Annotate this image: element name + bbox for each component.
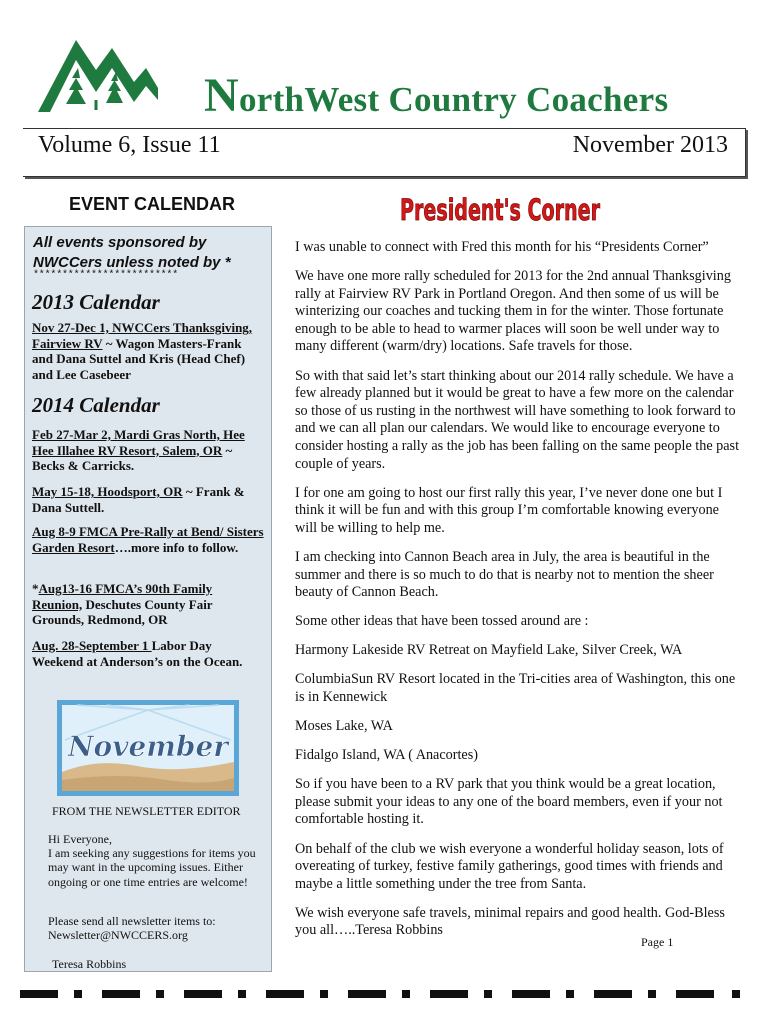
newsletter-brand xyxy=(204,68,668,123)
editor-greeting: Hi Everyone, xyxy=(48,832,112,846)
calendar-2013-title: 2013 Calendar xyxy=(32,290,160,314)
presidents-corner-title-text: President's Corner xyxy=(400,193,601,227)
article-paragraph: So if you have been to a RV park that you think would be a great location, please submit your ideas to any one of the board members, even if your not comfortable hosting it. xyxy=(295,776,723,828)
issue-volume: Volume 6, Issue 11 xyxy=(38,132,221,158)
event-link[interactable]: Feb 27-Mar 2, Mardi Gras North, Hee Hee Illahee RV Resort, Salem, OR xyxy=(32,427,245,458)
event-details: Labor Day Weekend at Anderson’s on the Ocean. xyxy=(32,638,243,669)
brand-initial: N xyxy=(204,69,239,122)
brand-name: orthWest Country Coachers xyxy=(238,80,669,119)
article-paragraph: We have one more rally scheduled for 2013 for the 2nd annual Thanksgiving rally at Fairview RV Park in Portland Oregon. And then some of us will be winterizing our coaches and tucking them in for the winter. Those fortunate enough to be able to head to warmer places will soon be well under way to many different (warm/dry) locations. Safe travels for those. xyxy=(295,268,731,355)
event-link[interactable]: Aug. 28-September 1 xyxy=(32,638,152,653)
event-details: ~ Frank & Dana Suttell. xyxy=(32,484,245,515)
event-details: ~ Becks & Carricks. xyxy=(32,442,233,473)
editor-signature: Teresa Robbins xyxy=(52,957,127,971)
fmca-marker: * xyxy=(32,581,39,596)
calendar-event xyxy=(32,524,264,555)
calendar-event xyxy=(32,581,264,628)
editor-contact: Please send all newsletter items to: Newsletter@NWCCERS.org xyxy=(48,914,216,943)
editor-message: I am seeking any suggestions for items you may want in the upcoming issues. Either ongoing or one time entries are welcome! xyxy=(48,846,256,889)
event-details: ….more info to follow. xyxy=(114,539,239,555)
event-link[interactable]: Aug13-16 FMCA’s 90th Family Reunion, xyxy=(32,581,213,612)
article-paragraph: On behalf of the club we wish everyone a wonderful holiday season, lots of overeating of turkey, festive family gatherings, good times with friends and maybe a little something under the tree from Santa. xyxy=(295,840,724,892)
footer-dash-rule xyxy=(20,990,750,998)
calendar-event xyxy=(32,638,264,669)
article-paragraph: I was unable to connect with Fred this month for his “Presidents Corner” xyxy=(295,239,709,255)
event-link[interactable]: Nov 27-Dec 1, NWCCers Thanksgiving, Fairview RV xyxy=(32,320,253,351)
article-paragraph: I am checking into Cannon Beach area in July, the area is beautiful in the summer and there is so much to do that is nearby not to mention the sheer beauty of Cannon Beach. xyxy=(295,548,714,601)
event-details: Deschutes County Fair Grounds, Redmond, OR xyxy=(32,596,213,627)
event-details: ~ Wagon Masters-Frank and Dana Suttel and Kris (Head Chef) and Lee Casebeer xyxy=(32,335,246,382)
article-paragraph: I for one am going to host our first rally this year, I’ve never done one but I think it will be fun and with this group I’m comfortable knowing everyone will be willing to help me. xyxy=(295,484,723,536)
event-link[interactable]: Aug 8-9 FMCA Pre-Rally at Bend/ Sisters Garden Resort xyxy=(32,524,264,555)
article-paragraph: Fidalgo Island, WA ( Anacortes) xyxy=(295,747,478,764)
banner-word: November xyxy=(67,730,229,763)
editor-note xyxy=(48,832,270,889)
presidents-corner-title xyxy=(400,186,610,230)
article-paragraph: So with that said let’s start thinking about our 2014 rally schedule. We have a few already planned but it would be great to have a few more on the calendar so those of us rusting in the northwest will have something to look forward to and we can all plan our calendars. We would like to encourage everyone to consider hosting a rally as the job has been falling on the same people the past couple of years. xyxy=(295,367,740,472)
calendar-event xyxy=(32,484,264,515)
calendar-2014-title: 2014 Calendar xyxy=(32,393,160,417)
calendar-event xyxy=(32,427,264,474)
page-number: Page 1 xyxy=(641,935,674,949)
issue-date: November 2013 xyxy=(572,132,728,158)
article-paragraph: Some other ideas that have been tossed around are : xyxy=(295,613,589,630)
editor-heading: FROM THE NEWSLETTER EDITOR xyxy=(52,804,241,818)
event-link[interactable]: May 15-18, Hoodsport, OR xyxy=(32,484,183,499)
event-calendar-heading: EVENT CALENDAR xyxy=(69,194,236,214)
presidents-corner-article xyxy=(295,239,740,952)
article-paragraph: ColumbiaSun RV Resort located in the Tri-cities area of Washington, this one is in Kennewick xyxy=(295,671,736,705)
article-paragraph: Moses Lake, WA xyxy=(295,718,393,735)
november-banner xyxy=(57,700,239,796)
calendar-event xyxy=(32,320,264,382)
star-divider: ************************* xyxy=(33,270,179,281)
sponsor-note: All events sponsored by NWCCers unless noted by * xyxy=(33,234,231,271)
article-paragraph: Harmony Lakeside RV Retreat on Mayfield Lake, Silver Creek, WA xyxy=(295,642,683,659)
club-logo-icon xyxy=(34,30,159,116)
article-paragraph: We wish everyone safe travels, minimal repairs and good health. God-Bless you all…..Teresa Robbins xyxy=(295,904,725,939)
